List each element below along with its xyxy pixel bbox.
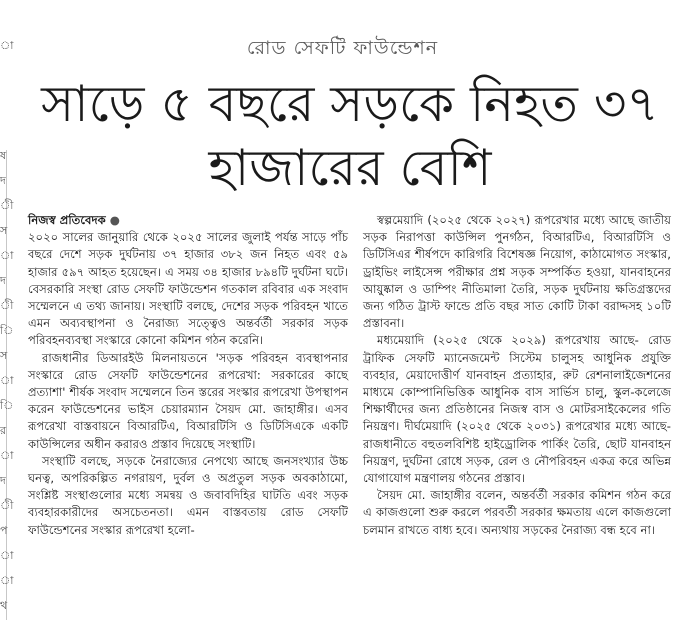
edge-text-fragment: র (0, 424, 7, 437)
paragraph: ২০২০ সালের জানুয়ারি থেকে ২০২৫ সালের জুলাই পর্যন্ত সাড়ে পাঁচ বছরে দেশে সড়ক দুর্ঘটনায় ৩৭ হাজার ৩৮২ জন নিহত এবং ৫৯ হাজার ৫৯৭ আহত হয়েছেন। এ সময় ৩৪ হাজার ৮৯৪টি দুর্ঘটনা ঘটে। বেসরকারি সংস্থা রোড সেফটি ফাউন্ডেশন গতকাল রবিবার এক সংবাদ সম্মেলনে এ তথ্য জানায়। সংস্থাটি বলছে, দেশের সড়ক পরিবহন খাতে এমন অব্যবস্থাপনা ও নৈরাজ্য সত্ত্বেও অন্তর্বর্তী সরকার সড়ক পরিবহনব্যবস্থা সংস্কারে কোনো কমিশন গঠন করেনি। (28, 230, 348, 348)
edge-text-fragment: প (0, 524, 8, 537)
edge-text-fragment: স (0, 224, 8, 237)
edge-text-fragment: থ (0, 599, 8, 612)
article-column-left (28, 212, 348, 539)
edge-text-fragment: ী (0, 199, 14, 212)
byline-text: নিজস্ব প্রতিবেদক (28, 213, 106, 227)
edge-text-fragment: দ (0, 274, 6, 287)
edge-text-fragment: া (0, 549, 14, 562)
edge-text-fragment: স (0, 349, 8, 362)
paragraph: স্বল্পমেয়াদি (২০২৫ থেকে ২০২৭) রূপরেখার মধ্যে আছে জাতীয় সড়ক নিরাপত্তা কাউন্সিল পুনর্গঠন, বিআরটিএ, বিআরটিসি ও ডিটিসিএর শীর্ষপদে কারিগরি বিশেষজ্ঞ নিয়োগ, কাঠামোগত সংস্কার, ড্রাইভিং লাইসেন্স পরীক্ষার প্রশ্ন সড়ক সম্পর্কিত হওয়া, যানবাহনের আয়ুষ্কাল ও ডাম্পিং নীতিমালা তৈরি, সড়ক দুর্ঘটনায় ক্ষতিগ্রস্তদের জন্য গঠিত ট্রাস্ট ফান্ডে প্রতি বছর সাত কোটি টাকা বরাদ্দসহ ১০টি প্রস্তাবনা। (363, 213, 671, 331)
byline (28, 212, 348, 229)
edge-text-fragment: দ (0, 174, 6, 187)
edge-text-fragment: ী (0, 299, 14, 312)
edge-text-fragment: দ (0, 474, 6, 487)
edge-text-fragment: ি (0, 324, 14, 337)
edge-text-fragment: া (0, 39, 14, 52)
byline-dot-icon: ● (109, 213, 120, 227)
paragraph: সংস্থাটি বলছে, সড়কে নৈরাজ্যের নেপথ্যে আছে জনসংখ্যার উচ্চ ঘনত্ব, অপরিকল্পিত নগরায়ণ, দুর্বল ও অপ্রতুল সড়ক অবকাঠামো, সংশ্লিষ্ট সংস্থাগুলোর মধ্যে সমন্বয় ও জবাবদিহির ঘাটতি এবং সড়ক ব্যবহারকারীদের অসচেতনতা। এমন বাস্তবতায় রোড সেফটি ফাউন্ডেশনের সংস্কার রূপরেখা হলো- (28, 453, 348, 537)
adjacent-article-edge (0, 0, 12, 631)
edge-text-fragment: ি (0, 399, 14, 412)
kicker: রোড সেফটি ফাউন্ডেশন (246, 37, 439, 59)
paragraph: রাজধানীর ডিআরইউ মিলনায়তনে 'সড়ক পরিবহন ব্যবস্থাপনার সংস্কারে রোড সেফটি ফাউন্ডেশনের রূপরেখা: সরকারের কাছে প্রত্যাশা' শীর্ষক সংবাদ সম্মেলনে তিন স্তরের সংস্কার রূপরেখা উপস্থাপন করেন ফাউন্ডেশনের ভাইস চেয়ারম্যান সৈয়দ মো. জাহাঙ্গীর। এসব রূপরেখা বাস্তবায়নে বিআরটিএ, বিআরটিসি ও ডিটিসিএকে একটি কাউন্সিলের অধীন করারও প্রস্তাব দিয়েছে সংস্থাটি। (28, 350, 348, 451)
paragraph: সৈয়দ মো. জাহাঙ্গীর বলেন, অন্তর্বর্তী সরকার কমিশন গঠন করে এ কাজগুলো শুরু করলে পরবর্তী সরকার ক্ষমতায় এলে কাজগুলো চলমান রাখতে বাধ্য হবে। অন্যথায় সড়কের নৈরাজ্য বন্ধ হবে না। (363, 488, 671, 537)
edge-text-fragment: া (0, 249, 14, 262)
edge-text-fragment: া (0, 374, 14, 387)
paragraph: মধ্যমেয়াদি (২০২৫ থেকে ২০২৯) রূপরেখায় আছে- রোড ট্রাফিক সেফটি ম্যানেজমেন্ট সিস্টেম চালুসহ আধুনিক প্রযুক্তি ব্যবহার, মেয়াদোত্তীর্ণ যানবাহন প্রত্যাহার, রুট রেশনালাইজেশনের মাধ্যমে কোম্পানিভিত্তিক আধুনিক বাস সার্ভিস চালু, স্কুল-কলেজে শিক্ষার্থীদের জন্য প্রতিষ্ঠানের নিজস্ব বাস ও মোটরসাইকেলের গতি নিয়ন্ত্রণ। দীর্ঘমেয়াদি (২০২৫ থেকে ২০৩১) রূপরেখার মধ্যে আছে- রাজধানীতে বহুতলবিশিষ্ট হাইড্রোলিক পার্কিং তৈরি, ছোট যানবাহন নিয়ন্ত্রণ, দুর্ঘটনা রোধে সড়ক, রেল ও নৌপরিবহন একত্র করে অভিন্ন যোগাযোগ মন্ত্রণালয় গঠনের প্রস্তাব। (363, 333, 671, 486)
headline: সাড়ে ৫ বছরে সড়কে নিহত ৩৭ হাজারের বেশি (41, 75, 659, 197)
edge-text-fragment: ষ (0, 149, 7, 162)
edge-text-fragment: ী (0, 499, 14, 512)
edge-text-fragment: া (0, 574, 14, 587)
edge-text-fragment: া (0, 449, 14, 462)
article-column-right (363, 212, 671, 539)
